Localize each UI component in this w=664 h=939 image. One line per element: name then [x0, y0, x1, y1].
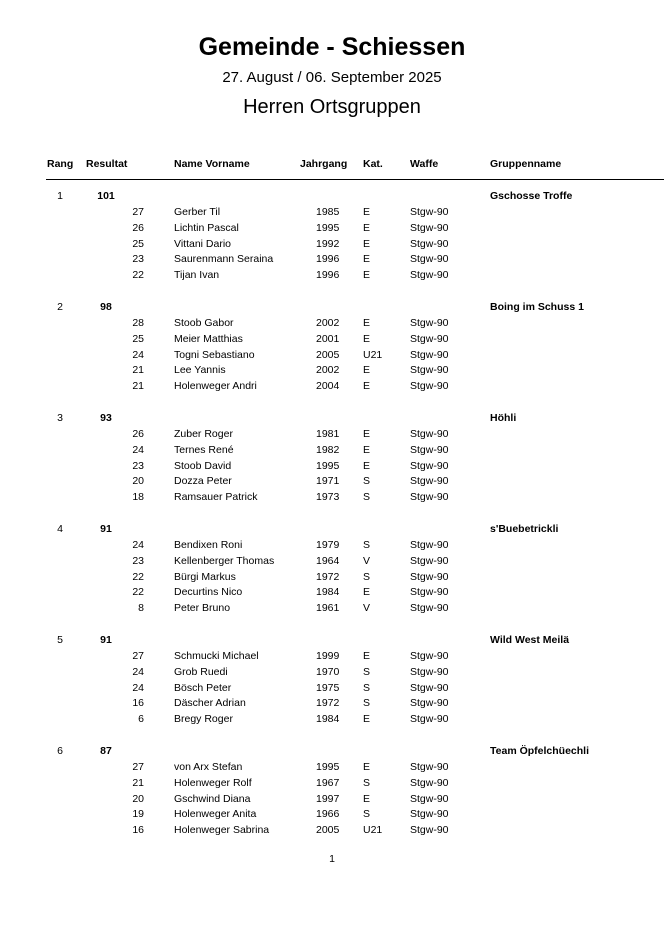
member-result: 24: [132, 539, 144, 551]
group-total: 98: [100, 301, 112, 313]
member-name: Tijan Ivan: [174, 269, 220, 282]
member-year: 2005: [316, 824, 340, 837]
member-year: 2004: [316, 380, 340, 393]
member-kat: E: [363, 317, 371, 329]
member-result: 24: [132, 348, 144, 361]
member-year: 1999: [316, 650, 340, 662]
member-row: [0, 681, 664, 695]
member-row: [0, 570, 664, 584]
member-waffe: Stgw-90: [410, 554, 449, 567]
member-row: [0, 792, 664, 806]
member-result: 23: [132, 554, 144, 567]
member-waffe: Stgw-90: [410, 776, 449, 789]
member-waffe: Stgw-90: [410, 808, 449, 821]
member-result: 22: [132, 269, 144, 282]
member-row: [0, 205, 664, 219]
col-header-rang: Rang: [47, 158, 74, 170]
member-row: [0, 459, 664, 473]
member-kat: S: [363, 539, 371, 551]
member-row: [0, 427, 664, 441]
member-waffe: Stgw-90: [410, 602, 449, 615]
member-name: Ramsauer Patrick: [174, 491, 258, 504]
member-name: Bösch Peter: [174, 681, 232, 694]
page-number: 1: [329, 853, 335, 865]
member-name: von Arx Stefan: [174, 761, 243, 773]
col-header-gruppenname: Gruppenname: [490, 158, 562, 170]
member-name: Kellenberger Thomas: [174, 554, 275, 567]
member-year: 1971: [316, 475, 340, 488]
group-name: s'Buebetrickli: [490, 523, 559, 535]
event-date: 27. August / 06. September 2025: [222, 69, 442, 86]
member-name: Gschwind Diana: [174, 792, 251, 805]
member-row: [0, 538, 664, 552]
member-result: 16: [132, 697, 144, 710]
header-divider: [46, 179, 664, 180]
member-year: 1961: [316, 602, 340, 615]
member-year: 2001: [316, 332, 340, 345]
member-result: 24: [132, 665, 144, 678]
member-year: 1973: [316, 491, 340, 504]
group-block: [0, 633, 664, 733]
member-result: 22: [132, 586, 144, 599]
member-kat: S: [363, 475, 371, 488]
member-row: [0, 601, 664, 615]
member-row: [0, 696, 664, 710]
member-waffe: Stgw-90: [410, 824, 449, 837]
group-total: 91: [100, 523, 112, 535]
member-kat: U21: [363, 348, 383, 361]
member-row: [0, 252, 664, 266]
member-waffe: Stgw-90: [410, 539, 449, 551]
group-name: Gschosse Troffe: [490, 190, 573, 202]
member-year: 1985: [316, 206, 340, 218]
category-title: Herren Ortsgruppen: [243, 96, 421, 118]
member-kat: U21: [363, 824, 383, 837]
member-row: [0, 712, 664, 726]
member-year: 1995: [316, 221, 340, 234]
col-header-kat: Kat.: [363, 158, 383, 170]
member-name: Schmucki Michael: [174, 650, 259, 662]
member-kat: S: [363, 697, 371, 710]
member-result: 18: [132, 491, 144, 504]
member-year: 1982: [316, 443, 340, 456]
group-rank: 4: [57, 523, 63, 535]
group-block: [0, 411, 664, 511]
member-row: [0, 348, 664, 362]
group-block: [0, 522, 664, 622]
member-name: Holenweger Andri: [174, 380, 257, 393]
group-name: Wild West Meilä: [490, 634, 570, 646]
member-result: 26: [132, 221, 144, 234]
member-kat: E: [363, 237, 371, 250]
member-row: [0, 760, 664, 774]
member-name: Holenweger Anita: [174, 808, 257, 821]
member-year: 2005: [316, 348, 340, 361]
member-name: Peter Bruno: [174, 602, 231, 615]
member-result: 27: [132, 650, 144, 662]
group-rank: 5: [57, 634, 63, 646]
group-name: Höhli: [490, 412, 517, 424]
member-waffe: Stgw-90: [410, 443, 449, 456]
member-waffe: Stgw-90: [410, 459, 449, 472]
member-name: Bürgi Markus: [174, 570, 236, 583]
col-header-waffe: Waffe: [410, 158, 439, 170]
member-waffe: Stgw-90: [410, 665, 449, 678]
member-kat: E: [363, 364, 371, 377]
member-row: [0, 268, 664, 282]
member-name: Vittani Dario: [174, 237, 232, 250]
member-year: 1992: [316, 237, 340, 250]
group-block: [0, 744, 664, 844]
group-name: Team Öpfelchüechli: [490, 745, 589, 757]
member-year: 1972: [316, 697, 340, 710]
member-name: Meier Matthias: [174, 332, 243, 345]
col-header-name: Name Vorname: [174, 158, 250, 170]
group-total: 91: [100, 634, 112, 646]
member-name: Lee Yannis: [174, 364, 226, 377]
member-kat: E: [363, 332, 371, 345]
member-result: 22: [132, 570, 144, 583]
member-kat: E: [363, 650, 371, 662]
member-year: 1984: [316, 713, 340, 726]
member-row: [0, 585, 664, 599]
member-year: 1984: [316, 586, 340, 599]
member-waffe: Stgw-90: [410, 317, 449, 329]
member-row: [0, 363, 664, 377]
member-waffe: Stgw-90: [410, 364, 449, 377]
member-name: Zuber Roger: [174, 428, 233, 440]
member-year: 1997: [316, 792, 340, 805]
document-title: Gemeinde - Schiessen: [198, 33, 466, 61]
member-name: Stoob David: [174, 459, 232, 472]
member-kat: E: [363, 792, 371, 805]
member-waffe: Stgw-90: [410, 237, 449, 250]
member-waffe: Stgw-90: [410, 253, 449, 266]
member-year: 1981: [316, 428, 340, 440]
member-result: 23: [132, 459, 144, 472]
group-total: 101: [97, 190, 115, 202]
group-rank: 2: [57, 301, 63, 313]
member-row: [0, 221, 664, 235]
member-row: [0, 379, 664, 393]
member-result: 21: [132, 364, 144, 377]
col-header-jahrgang: Jahrgang: [300, 158, 348, 170]
member-kat: S: [363, 570, 371, 583]
member-kat: E: [363, 221, 371, 234]
member-name: Saurenmann Seraina: [174, 253, 274, 266]
member-kat: E: [363, 380, 371, 393]
member-year: 2002: [316, 317, 340, 329]
member-year: 1966: [316, 808, 340, 821]
member-row: [0, 776, 664, 790]
member-row: [0, 823, 664, 837]
member-waffe: Stgw-90: [410, 428, 449, 440]
group-rank: 6: [57, 745, 63, 757]
member-row: [0, 490, 664, 504]
member-name: Bregy Roger: [174, 713, 233, 726]
member-year: 1972: [316, 570, 340, 583]
member-name: Holenweger Rolf: [174, 776, 252, 789]
member-kat: S: [363, 491, 371, 504]
member-result: 23: [132, 253, 144, 266]
group-rank: 3: [57, 412, 63, 424]
member-kat: E: [363, 428, 371, 440]
member-waffe: Stgw-90: [410, 475, 449, 488]
member-result: 20: [132, 792, 144, 805]
member-kat: E: [363, 459, 371, 472]
member-waffe: Stgw-90: [410, 713, 449, 726]
member-result: 21: [132, 776, 144, 789]
member-year: 1996: [316, 253, 340, 266]
group-name: Boing im Schuss 1: [490, 301, 584, 313]
member-row: [0, 807, 664, 821]
member-name: Grob Ruedi: [174, 665, 228, 678]
member-waffe: Stgw-90: [410, 681, 449, 694]
member-name: Holenweger Sabrina: [174, 824, 270, 837]
member-year: 1975: [316, 681, 340, 694]
member-waffe: Stgw-90: [410, 348, 449, 361]
member-year: 1964: [316, 554, 340, 567]
member-result: 16: [132, 824, 144, 837]
member-kat: E: [363, 253, 371, 266]
member-waffe: Stgw-90: [410, 206, 449, 218]
group-total: 93: [100, 412, 112, 424]
member-name: Lichtin Pascal: [174, 221, 239, 234]
member-kat: E: [363, 206, 371, 218]
member-name: Bendixen Roni: [174, 539, 243, 551]
member-result: 24: [132, 681, 144, 694]
member-result: 19: [132, 808, 144, 821]
col-header-resultat: Resultat: [86, 158, 128, 170]
member-waffe: Stgw-90: [410, 269, 449, 282]
member-kat: E: [363, 713, 371, 726]
member-name: Togni Sebastiano: [174, 348, 255, 361]
member-year: 1996: [316, 269, 340, 282]
member-kat: V: [363, 602, 371, 615]
member-year: 2002: [316, 364, 340, 377]
member-row: [0, 474, 664, 488]
member-waffe: Stgw-90: [410, 792, 449, 805]
member-result: 27: [132, 761, 144, 773]
member-waffe: Stgw-90: [410, 650, 449, 662]
member-result: 26: [132, 428, 144, 440]
member-kat: E: [363, 269, 371, 282]
member-year: 1979: [316, 539, 340, 551]
member-result: 25: [132, 237, 144, 250]
member-row: [0, 554, 664, 568]
group-block: [0, 300, 664, 400]
member-kat: S: [363, 808, 371, 821]
member-result: 25: [132, 332, 144, 345]
member-kat: S: [363, 776, 371, 789]
member-kat: S: [363, 681, 371, 694]
member-waffe: Stgw-90: [410, 761, 449, 773]
member-waffe: Stgw-90: [410, 570, 449, 583]
member-name: Ternes René: [174, 443, 234, 456]
member-name: Stoob Gabor: [174, 317, 234, 329]
member-row: [0, 665, 664, 679]
member-kat: E: [363, 443, 371, 456]
member-row: [0, 237, 664, 251]
member-result: 27: [132, 206, 144, 218]
member-waffe: Stgw-90: [410, 332, 449, 345]
member-waffe: Stgw-90: [410, 586, 449, 599]
member-result: 24: [132, 443, 144, 456]
member-result: 21: [132, 380, 144, 393]
member-result: 6: [138, 713, 144, 726]
member-result: 8: [138, 602, 144, 615]
member-waffe: Stgw-90: [410, 221, 449, 234]
member-kat: E: [363, 586, 371, 599]
member-kat: V: [363, 554, 371, 567]
member-year: 1967: [316, 776, 340, 789]
member-waffe: Stgw-90: [410, 380, 449, 393]
member-name: Dozza Peter: [174, 475, 232, 488]
member-row: [0, 316, 664, 330]
member-name: Däscher Adrian: [174, 697, 246, 710]
member-row: [0, 332, 664, 346]
member-row: [0, 649, 664, 663]
group-block: [0, 189, 664, 289]
member-name: Gerber Til: [174, 206, 221, 218]
member-year: 1995: [316, 761, 340, 773]
member-result: 20: [132, 475, 144, 488]
group-total: 87: [100, 745, 112, 757]
member-name: Decurtins Nico: [174, 586, 243, 599]
member-row: [0, 443, 664, 457]
member-year: 1970: [316, 665, 340, 678]
member-kat: E: [363, 761, 371, 773]
group-rank: 1: [57, 190, 63, 202]
member-kat: S: [363, 665, 371, 678]
member-year: 1995: [316, 459, 340, 472]
member-waffe: Stgw-90: [410, 697, 449, 710]
member-result: 28: [132, 317, 144, 329]
member-waffe: Stgw-90: [410, 491, 449, 504]
